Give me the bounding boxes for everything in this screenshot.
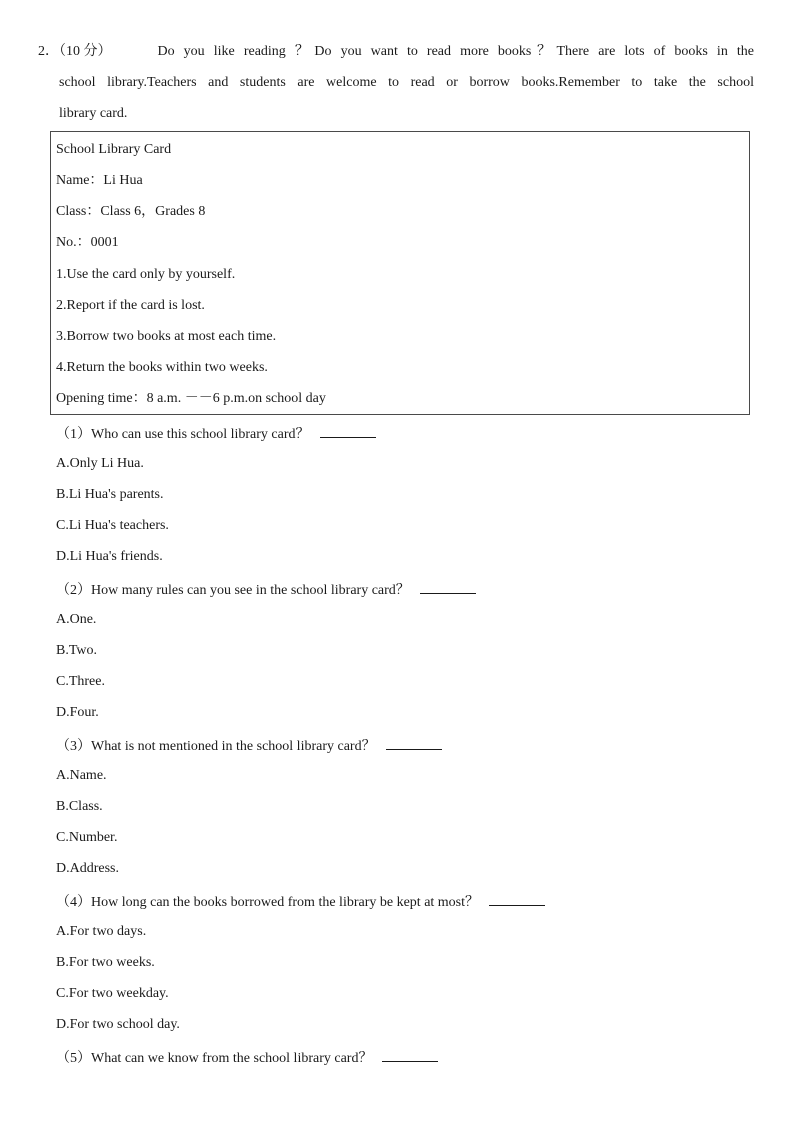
card-rule-3: 3.Borrow two books at most each time.: [56, 329, 277, 344]
answer-blank: [386, 735, 442, 750]
question-stem: （2）How many rules can you see in the school library card？: [56, 583, 410, 598]
intro-line-1: [38, 42, 754, 62]
card-title: School Library Card: [56, 142, 172, 157]
option-b: B.Two.: [56, 643, 98, 658]
intro-line-3: library card.: [59, 106, 128, 121]
card-rule-1: 1.Use the card only by yourself.: [56, 267, 236, 282]
option-d: D.For two school day.: [56, 1017, 180, 1032]
option-b: B.For two weeks.: [56, 955, 155, 970]
card-rule-4: 4.Return the books within two weeks.: [56, 360, 268, 375]
answer-blank: [382, 1047, 438, 1062]
option-c: C.Li Hua's teachers.: [56, 518, 169, 533]
answer-blank: [420, 579, 476, 594]
card-number: No.：0001: [56, 235, 119, 250]
question-3: [56, 735, 442, 757]
card-class: Class：Class 6，Grades 8: [56, 204, 206, 219]
question-stem: （5）What can we know from the school library card？: [56, 1051, 373, 1066]
intro-line-2: [59, 73, 754, 93]
option-a: A.For two days.: [56, 924, 147, 939]
option-d: D.Address.: [56, 861, 119, 876]
option-a: A.Only Li Hua.: [56, 456, 144, 471]
option-d: D.Li Hua's friends.: [56, 549, 163, 564]
question-2: [56, 579, 476, 601]
option-c: C.For two weekday.: [56, 986, 169, 1001]
option-d: D.Four.: [56, 705, 99, 720]
intro-text-1: Do you like reading ？Do you want to read more books？There are lots of books in the: [157, 44, 754, 59]
option-b: B.Class.: [56, 799, 103, 814]
question-stem: （1）Who can use this school library card？: [56, 427, 310, 442]
question-stem: （3）What is not mentioned in the school library card？: [56, 739, 376, 754]
answer-blank: [489, 891, 545, 906]
option-c: C.Three.: [56, 674, 105, 689]
option-a: A.Name.: [56, 768, 107, 783]
question-1: [56, 423, 376, 445]
option-c: C.Number.: [56, 830, 118, 845]
option-b: B.Li Hua's parents.: [56, 487, 164, 502]
option-a: A.One.: [56, 612, 97, 627]
card-name: Name：Li Hua: [56, 173, 143, 188]
question-number: 2．（10 分）: [38, 44, 112, 59]
card-rule-2: 2.Report if the card is lost.: [56, 298, 205, 313]
question-4: [56, 891, 545, 913]
question-5: [56, 1047, 438, 1069]
answer-blank: [320, 423, 376, 438]
intro-text-2: school library.Teachers and students are welcome to read or borrow books.Remember to take the school: [59, 75, 754, 90]
question-stem: （4）How long can the books borrowed from the library be kept at most？: [56, 895, 480, 910]
library-card-box: [50, 131, 750, 415]
card-opening-time: Opening time：8 a.m. －－6 p.m.on school day: [56, 391, 326, 406]
